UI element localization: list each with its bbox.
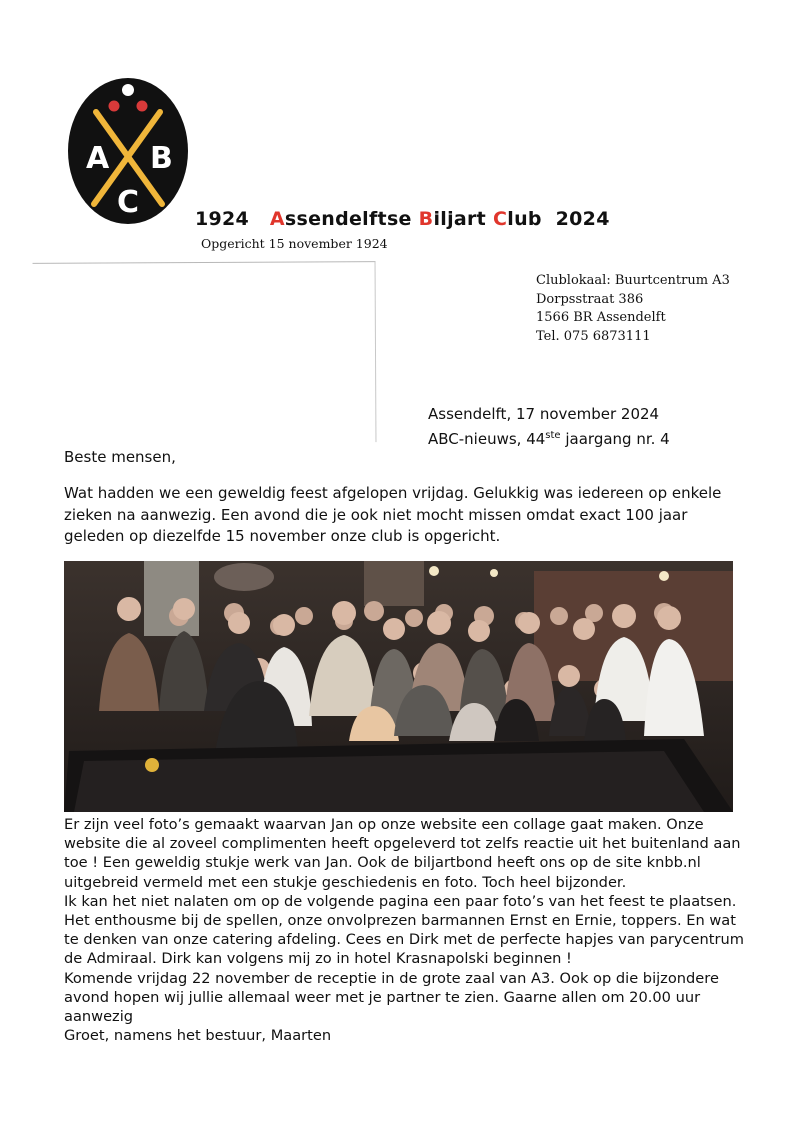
logo-letter-c: C — [117, 185, 140, 220]
founded-line: Opgericht 15 november 1924 — [201, 236, 388, 251]
dateline — [428, 404, 670, 450]
postcode-line: 1566 BR Assendelft — [536, 310, 666, 325]
title-initial-b: B — [418, 208, 434, 230]
billiard-ball-icon — [145, 758, 159, 772]
closing-line: Groet, namens het bestuur, Maarten — [64, 1027, 332, 1045]
paragraph-photos: Er zijn veel foto’s gemaakt waarvan Jan op onze website een collage gaat maken. Onze website die al zoveel complimenten heeft opgeleverd tot zelfs reactie uit het buitenland aan toe ! Een geweldig stukje werk van Jan. Ook de biljartbond heeft ons op de site knbb.nl uitgebreid vermeld met een stukje geschiedenis en foto. Toch heel bijzonder. — [64, 816, 741, 891]
red-ball-icon — [137, 101, 148, 112]
title-word2: iljart — [433, 208, 487, 230]
issue-suffix: jaargang nr. 4 — [560, 430, 670, 448]
club-address — [536, 272, 730, 346]
title-year-end: 2024 — [555, 208, 610, 230]
title-year-start: 1924 — [195, 208, 250, 230]
place-date: Assendelft, 17 november 2024 — [428, 405, 660, 423]
title-word3: lub — [507, 208, 542, 230]
newsletter-issue — [428, 425, 670, 450]
greeting: Beste mensen, — [64, 448, 176, 466]
intro-paragraph: Wat hadden we een geweldig feest afgelopen vrijdag. Gelukkig was iedereen op enkele zieken na aanwezig. Een avond die je ook niet mocht missen omdat exact 100 jaar geleden op diezelfde 15 november onze club is opgericht. — [64, 484, 722, 545]
issue-prefix: ABC-nieuws, 44 — [428, 430, 546, 448]
club-logo — [66, 76, 190, 226]
white-ball-icon — [122, 84, 134, 96]
paragraph-next-page: Ik kan het niet nalaten om op de volgende pagina een paar foto’s van het feest te plaatsen. Het enthousme bij de spellen, onze onvolprezen barmannen Ernst en Ernie, toppers. En wat te denken van onze catering afdeling. Cees en Dirk met de perfecte hapjes van parycentrum de Admiraal. Dirk kan volgens mij zo in hotel Krasnapolski beginnen ! — [64, 892, 744, 968]
logo-letter-b: B — [150, 141, 173, 176]
paragraph-reception: Komende vrijdag 22 november de receptie in de grote zaal van A3. Ook op die bijzondere avond hopen wij jullie allemaal weer met je partner te zien. Gaarne allen om 20.00 uur aanwezig — [64, 969, 719, 1026]
issue-sup: ste — [545, 430, 561, 441]
title-initial-a: A — [269, 208, 285, 230]
title-word1: ssendelftse — [284, 208, 412, 230]
clubhouse-line: Clublokaal: Buurtcentrum A3 — [536, 273, 730, 288]
red-ball-icon — [109, 101, 120, 112]
phone-line: Tel. 075 6873111 — [536, 328, 651, 344]
title-initial-c: C — [493, 208, 508, 230]
club-title — [195, 208, 610, 230]
address-window-frame — [33, 261, 377, 444]
letter-body — [64, 815, 744, 1045]
street-line: Dorpsstraat 386 — [536, 291, 644, 307]
group-photo — [64, 561, 733, 812]
logo-letter-a: A — [86, 141, 110, 176]
group-photo-illustration — [64, 561, 733, 812]
